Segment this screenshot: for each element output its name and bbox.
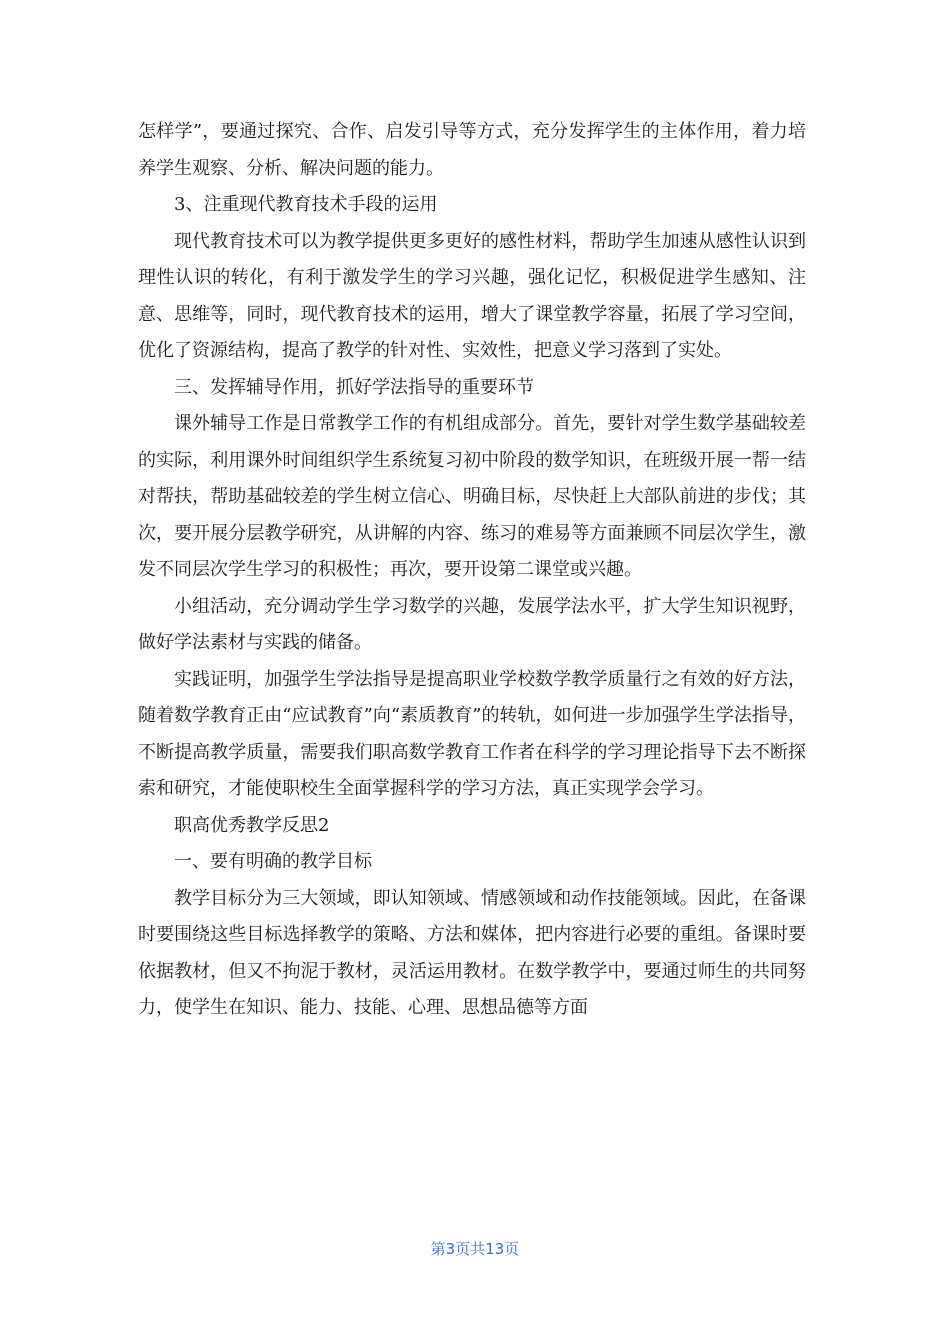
paragraph-1: 怎样学”，要通过探究、合作、启发引导等方式，充分发挥学生的主体作用，着力培养学生观察、分析、解决问题的能力。 bbox=[138, 121, 806, 179]
paragraph-7: 实践证明，加强学生学法指导是提高职业学校数学教学质量行之有效的好方法，随着数学教育正由“应试教育”向“素质教育”的转轨，如何进一步加强学生学法指导，不断提高教学质量，需要我们职高数学教育工作者在科学的学习理论指导下去不断探索和研究，才能使职校生全面掌握科学的学习方法，真正实现学会学习。 bbox=[138, 668, 806, 799]
paragraph-5: 课外辅导工作是日常教学工作的有机组成部分。首先，要针对学生数学基础较差的实际，利用课外时间组织学生系统复习初中阶段的数学知识，在班级开展一帮一结对帮扶，帮助基础较差的学生树立信心、明确目标，尽快赶上大部队前进的步伐；其次，要开展分层教学研究，从讲解的内容、练习的难易等方面兼顾不同层次学生，激发不同层次学生学习的积极性；再次，要开设第二课堂或兴趣。 bbox=[138, 413, 806, 580]
page-number-footer: 第3页共13页 bbox=[430, 1240, 520, 1258]
paragraph-2: 3、注重现代教育技术手段的运用 bbox=[174, 194, 438, 215]
paragraph-4: 三、发挥辅导作用，抓好学法指导的重要环节 bbox=[174, 376, 534, 398]
sub-heading: 一、要有明确的教学目标 bbox=[174, 851, 372, 872]
paragraph-6: 小组活动，充分调动学生学习数学的兴趣，发展学法水平，扩大学生知识视野，做好学法素材与实践的储备。 bbox=[138, 595, 806, 653]
section-heading: 职高优秀教学反思2 bbox=[174, 814, 330, 836]
document-body bbox=[138, 114, 806, 1027]
paragraph-3: 现代教育技术可以为教学提供更多更好的感性材料，帮助学生加速从感性认识到理性认识的转化，有利于激发学生的学习兴趣，强化记忆，积极促进学生感知、注意、思维等，同时，现代教育技术的运用，增大了课堂教学容量，拓展了学习空间，优化了资源结构，提高了教学的针对性、实效性，把意义学习落到了实处。 bbox=[138, 230, 806, 361]
paragraph-10: 教学目标分为三大领域，即认知领域、情感领域和动作技能领域。因此，在备课时要围绕这些目标选择教学的策略、方法和媒体，把内容进行必要的重组。备课时要依据教材，但又不拘泥于教材，灵活运用教材。在数学教学中，要通过师生的共同努力，使学生在知识、能力、技能、心理、思想品德等方面 bbox=[138, 887, 806, 1018]
